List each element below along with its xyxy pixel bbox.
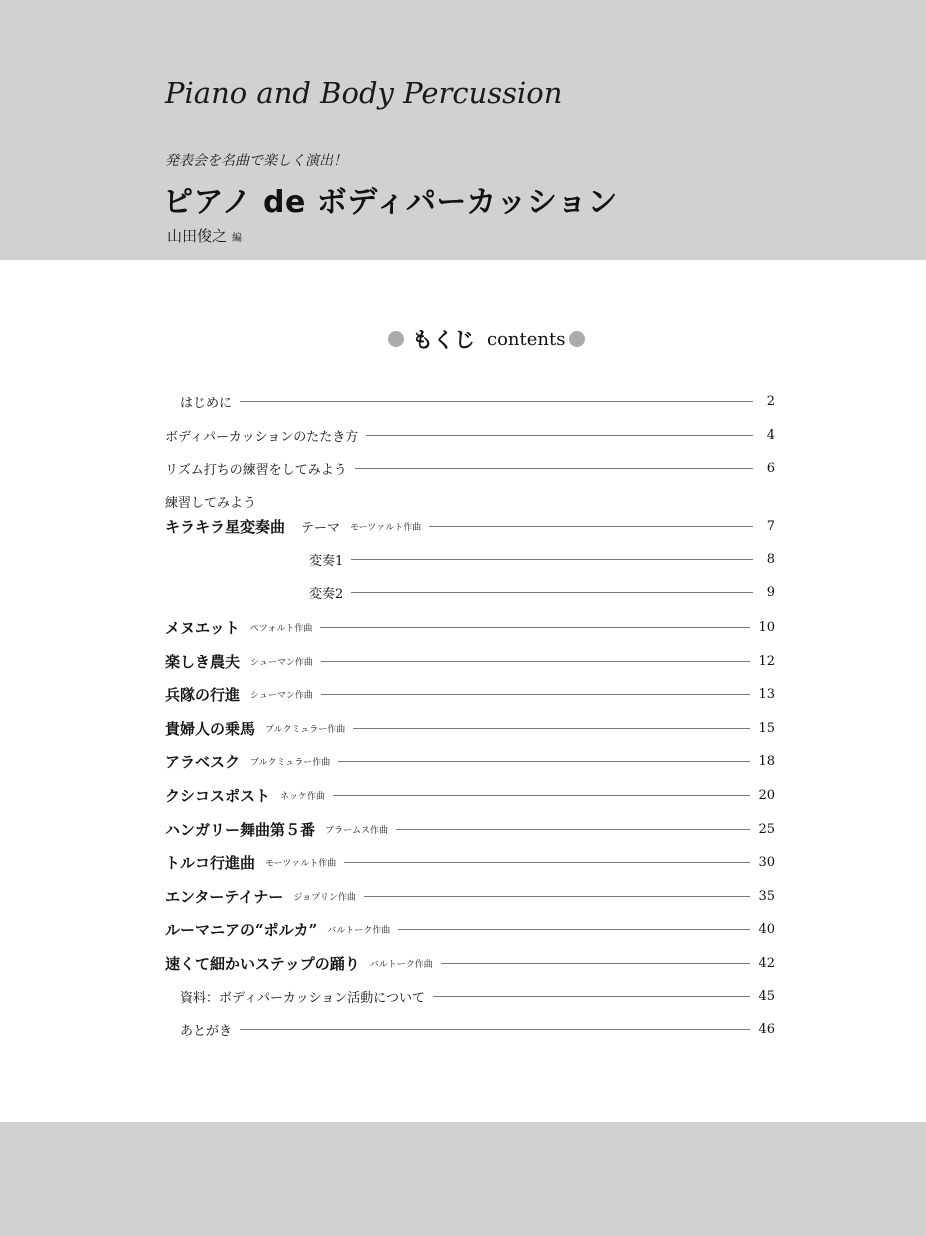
leader-line <box>396 829 750 830</box>
leader-line <box>240 1029 750 1030</box>
toc-title: ハンガリー舞曲第５番 <box>165 820 316 839</box>
toc-composer: ネッケ作曲 <box>280 791 326 802</box>
toc-title: エンターテイナー <box>165 887 284 906</box>
leader-line <box>240 401 753 402</box>
toc-page: 9 <box>766 584 775 600</box>
toc-row-intro[interactable] <box>180 391 775 411</box>
toc-row-piece[interactable] <box>165 651 775 671</box>
toc-row-piece[interactable] <box>165 684 775 704</box>
toc-page: 45 <box>758 988 775 1004</box>
toc-page: 18 <box>758 753 775 769</box>
toc-title: 貴婦人の乗馬 <box>165 719 256 738</box>
toc-row-piece[interactable] <box>165 751 775 771</box>
toc-title: リズム打ちの練習をしてみよう <box>165 462 347 478</box>
toc-title: 兵隊の行進 <box>165 685 241 704</box>
leader-line <box>433 996 750 997</box>
leader-line <box>351 559 753 560</box>
toc-page: 4 <box>766 427 775 443</box>
toc-subtitle: テーマ <box>301 520 341 536</box>
contents-heading-en: contents <box>487 328 566 350</box>
japanese-title: ピアノ de ボディパーカッション <box>163 185 618 220</box>
leader-line <box>351 592 753 593</box>
toc-row-piece[interactable] <box>165 886 775 906</box>
toc-composer: モーツァルト作曲 <box>265 858 337 869</box>
toc-page: 12 <box>758 653 775 669</box>
toc-row-appendix[interactable] <box>180 986 775 1006</box>
toc-row-piece[interactable] <box>165 919 775 939</box>
toc-page: 20 <box>758 787 775 803</box>
toc-composer: ブルクミュラー作曲 <box>250 757 331 768</box>
leader-line <box>366 435 753 436</box>
leader-line <box>338 761 750 762</box>
toc-page: 35 <box>758 888 775 904</box>
toc-title: アラベスク <box>165 752 241 771</box>
toc-page: 25 <box>758 821 775 837</box>
toc-row-piece[interactable] <box>165 953 775 973</box>
toc-title: クシコスポスト <box>165 786 271 805</box>
leader-line <box>429 526 753 527</box>
leader-line <box>364 896 751 897</box>
toc-page: 2 <box>766 393 775 409</box>
toc-row-piece[interactable] <box>165 718 775 738</box>
toc-title: ルーマニアの“ポルカ” <box>165 920 318 939</box>
toc-title: 速くて細かいステップの踊り <box>165 954 360 973</box>
leader-line <box>441 963 751 964</box>
english-title: Piano and Body Percussion <box>165 76 563 110</box>
toc-row-kirakira-var1[interactable] <box>309 549 775 569</box>
bullet-dot-icon <box>388 331 404 347</box>
toc-title: キラキラ星変奏曲 <box>165 517 286 536</box>
bullet-dot-icon <box>569 331 585 347</box>
toc-page: 15 <box>758 720 775 736</box>
toc-title: ボディパーカッションのたたき方 <box>165 429 359 445</box>
toc-page: 46 <box>758 1021 775 1037</box>
toc-composer: シューマン作曲 <box>250 657 313 668</box>
toc-composer: ブルクミュラー作曲 <box>265 724 346 735</box>
toc-title: 楽しき農夫 <box>165 652 241 671</box>
toc-subtitle: 変奏2 <box>309 586 344 602</box>
toc-composer: シューマン作曲 <box>250 690 313 701</box>
toc-composer: モーツァルト作曲 <box>350 522 422 533</box>
toc-row-piece[interactable] <box>165 785 775 805</box>
toc-row-piece[interactable] <box>165 617 775 637</box>
toc-row-afterword[interactable] <box>180 1019 775 1039</box>
toc-row-rhythm[interactable] <box>165 458 775 478</box>
toc-composer: バルトーク作曲 <box>327 925 391 936</box>
toc-title: はじめに <box>180 395 233 411</box>
leader-line <box>344 862 750 863</box>
header-band <box>0 0 926 260</box>
toc-title: 資料：ボディパーカッション活動について <box>180 990 426 1006</box>
toc-row-piece[interactable] <box>165 819 775 839</box>
author-name: 山田俊之 <box>167 227 228 245</box>
leader-line <box>398 929 750 930</box>
toc-page: 7 <box>766 518 775 534</box>
toc-composer: ブラームス作曲 <box>325 825 389 836</box>
leader-line <box>320 627 750 628</box>
toc-title: メヌエット <box>165 618 240 637</box>
leader-line <box>321 694 751 695</box>
toc-row-how-to[interactable] <box>165 425 775 445</box>
toc-page: 13 <box>758 686 775 702</box>
subtitle: 発表会を名曲で楽しく演出！ <box>165 153 347 169</box>
toc-page: 42 <box>758 955 775 971</box>
contents-heading <box>388 324 585 354</box>
toc-page: 10 <box>758 619 775 635</box>
leader-line <box>353 728 750 729</box>
author <box>167 225 242 246</box>
toc-page: 6 <box>766 460 775 476</box>
toc-title: あとがき <box>180 1023 233 1039</box>
toc-composer: バルトーク作曲 <box>369 959 433 970</box>
toc-composer: ペツォルト作曲 <box>249 623 313 634</box>
practice-section-label: 練習してみよう <box>165 496 257 511</box>
toc-page: 40 <box>758 921 775 937</box>
toc-subtitle: 変奏1 <box>309 553 344 569</box>
toc-page: 8 <box>766 551 775 567</box>
toc-page: 30 <box>758 854 775 870</box>
leader-line <box>333 795 750 796</box>
leader-line <box>355 468 753 469</box>
author-role: 編 <box>232 233 243 244</box>
contents-heading-jp: もくじ <box>412 328 475 352</box>
toc-row-kirakira-theme[interactable] <box>165 516 775 536</box>
footer-band <box>0 1122 926 1236</box>
toc-row-piece[interactable] <box>165 852 775 872</box>
toc-row-kirakira-var2[interactable] <box>309 582 775 602</box>
toc-composer: ジョプリン作曲 <box>293 892 356 903</box>
leader-line <box>321 661 751 662</box>
toc-title: トルコ行進曲 <box>165 853 256 872</box>
